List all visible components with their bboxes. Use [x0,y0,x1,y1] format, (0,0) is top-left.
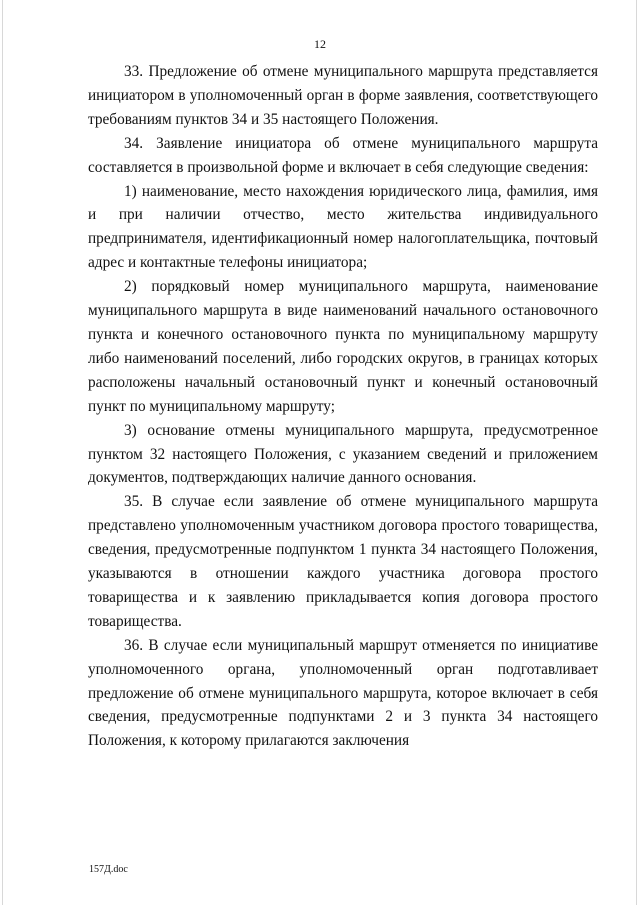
page-number: 12 [314,37,326,51]
paragraph-36: 36. В случае если муниципальный маршрут отменяется по инициативе уполномоченного органа, уполномоченный орган подготавливает предложение об отмене муниципального маршрута, которое включает в себя сведения, предусмотренные подпунктами 2 и 3 пункта 34 настоящего Положения, к которому прилагаются заключения [88,636,598,750]
paragraph-34: 34. Заявление инициатора об отмене муниципального маршрута составляется в произвольной форме и включает в себя следующие сведения: [88,134,598,176]
scan-edge-left [2,0,3,905]
paragraph-35: 35. В случае если заявление об отмене муниципального маршрута представлено уполномоченным участником договора простого товарищества, сведения, предусмотренные подпунктом 1 пункта 34 настоящего Положения, указываются в отношении каждого участника договора простого товарищества и к заявлению прикладывается копия договора простого товарищества. [88,493,598,630]
paragraph-33: 33. Предложение об отмене муниципального маршрута представляется инициатором в уполномоченный орган в форме заявления, соответствующего требованиям пунктов 34 и 35 настоящего Положения. [88,63,598,128]
scan-edge-right [636,0,637,905]
document-body [88,60,598,753]
paragraph-34-item-3: 3) основание отмены муниципального маршрута, предусмотренное пунктом 32 настоящего Положения, с указанием сведений и приложением документов, подтверждающих наличие данного основания. [88,421,598,487]
paragraph-34-item-2: 2) порядковый номер муниципального маршрута, наименование муниципального маршрута в виде наименований начального остановочного пункта и конечного остановочного пункта по муниципальному маршруту либо наименований поселений, либо городских округов, в границах которых расположены начальный остановочный пункт и конечный остановочный пункт по муниципальному маршруту; [88,278,598,415]
footer-filename: 157Д.doc [89,864,128,875]
paragraph-34-item-1: 1) наименование, место нахождения юридического лица, фамилия, имя и при наличии отчество, место жительства индивидуального предпринимателя, идентификационный номер налогоплательщика, почтовый адрес и контактные телефоны инициатора; [88,182,598,272]
